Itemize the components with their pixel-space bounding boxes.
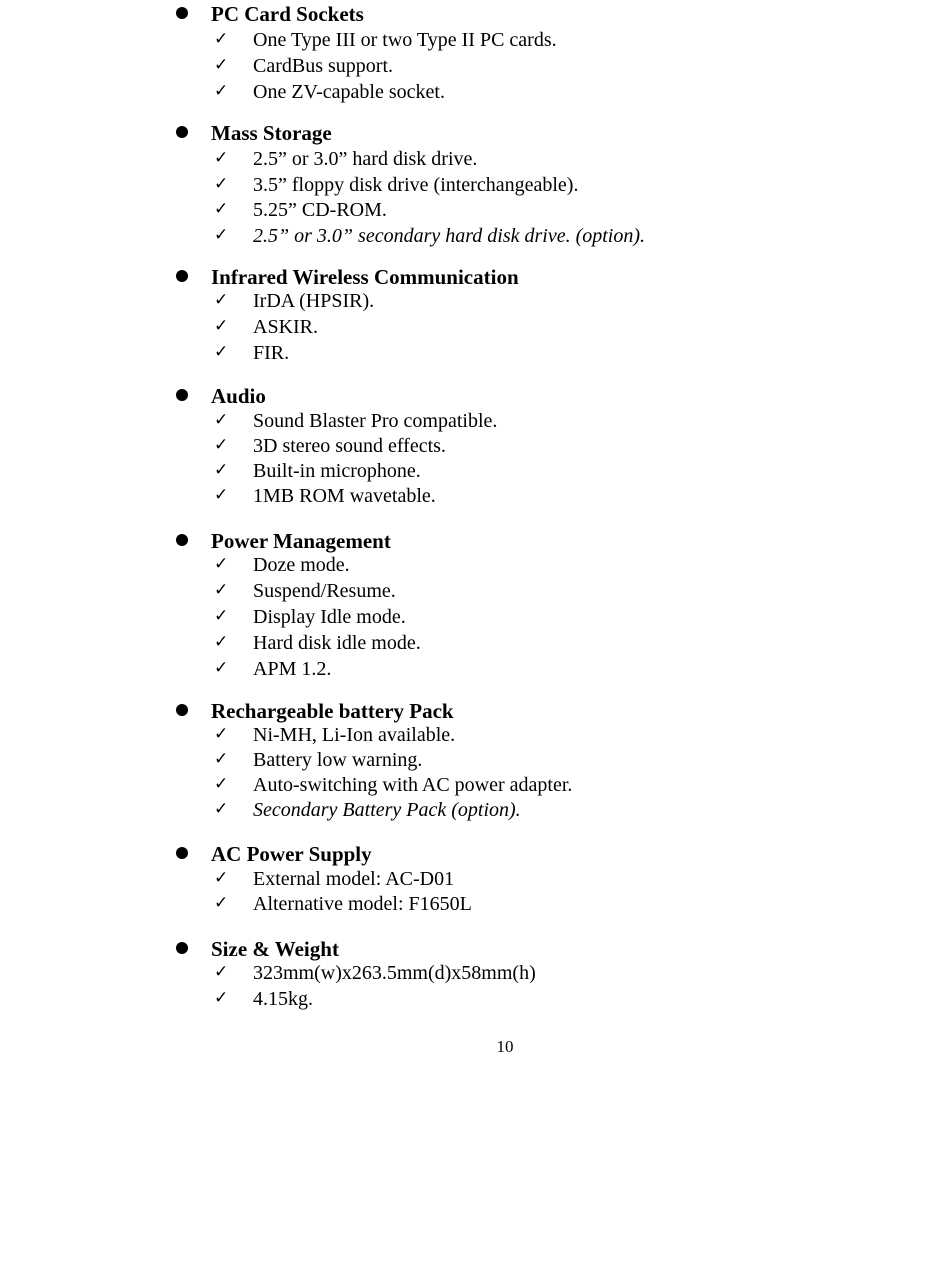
item-text: IrDA (HPSIR). — [253, 290, 375, 312]
item-text: 3.5” floppy disk drive (interchangeable). — [253, 173, 579, 196]
item-text: Ni-MH, Li-Ion available. — [253, 724, 456, 746]
checkmark-icon: ✓ — [214, 868, 229, 888]
bullet-icon — [176, 534, 188, 546]
list-item — [0, 409, 950, 435]
checkmark-icon: ✓ — [214, 81, 229, 101]
item-text: 2.5” or 3.0” secondary hard disk drive. (option). — [253, 224, 646, 247]
item-text: FIR. — [253, 342, 290, 364]
list-item — [0, 631, 950, 657]
list-item — [0, 773, 950, 799]
checkmark-icon: ✓ — [214, 580, 229, 600]
checkmark-icon: ✓ — [214, 632, 229, 652]
list-item — [0, 147, 950, 173]
bullet-icon — [176, 270, 188, 282]
section-heading: Audio — [211, 384, 266, 408]
bullet-icon — [176, 704, 188, 716]
checkmark-icon: ✓ — [214, 554, 229, 574]
list-item — [0, 748, 950, 774]
checkmark-icon: ✓ — [214, 724, 229, 744]
section-heading: Power Management — [211, 529, 391, 553]
list-item — [0, 867, 950, 893]
list-item — [0, 798, 950, 824]
checkmark-icon: ✓ — [214, 290, 229, 310]
item-text: Secondary Battery Pack (option). — [253, 799, 521, 821]
section-heading: Mass Storage — [211, 121, 332, 145]
checkmark-icon: ✓ — [214, 435, 229, 455]
item-text: ASKIR. — [253, 316, 319, 338]
checkmark-icon: ✓ — [214, 199, 229, 219]
checkmark-icon: ✓ — [214, 148, 229, 168]
list-item — [0, 723, 950, 749]
item-text: CardBus support. — [253, 55, 393, 77]
list-item — [0, 657, 950, 683]
section-heading: PC Card Sockets — [211, 2, 364, 26]
checkmark-icon: ✓ — [214, 55, 229, 75]
checkmark-icon: ✓ — [214, 988, 229, 1008]
checkmark-icon: ✓ — [214, 29, 229, 49]
item-text: Auto-switching with AC power adapter. — [253, 774, 573, 796]
checkmark-icon: ✓ — [214, 799, 229, 819]
checkmark-icon: ✓ — [214, 342, 229, 362]
list-item — [0, 579, 950, 605]
list-item — [0, 173, 950, 199]
checkmark-icon: ✓ — [214, 606, 229, 626]
item-text: Display Idle mode. — [253, 606, 406, 628]
list-item — [0, 434, 950, 460]
item-text: Battery low warning. — [253, 749, 423, 771]
item-text: 4.15kg. — [253, 988, 313, 1010]
checkmark-icon: ✓ — [214, 749, 229, 769]
item-text: One Type III or two Type II PC cards. — [253, 29, 557, 51]
item-text: External model: AC-D01 — [253, 868, 455, 890]
item-text: 5.25” CD-ROM. — [253, 199, 387, 221]
section-heading: Size & Weight — [211, 937, 339, 961]
item-text: Suspend/Resume. — [253, 580, 396, 602]
item-text: Hard disk idle mode. — [253, 632, 421, 654]
checkmark-icon: ✓ — [214, 658, 229, 678]
item-text: Sound Blaster Pro compatible. — [253, 410, 498, 432]
list-item — [0, 80, 950, 106]
bullet-icon — [176, 942, 188, 954]
item-text: 323mm(w)x263.5mm(d)x58mm(h) — [253, 962, 536, 984]
bullet-icon — [176, 847, 188, 859]
item-text: APM 1.2. — [253, 658, 332, 680]
item-text: 3D stereo sound effects. — [253, 435, 446, 457]
list-item — [0, 605, 950, 631]
bullet-icon — [176, 126, 188, 138]
bullet-icon — [176, 389, 188, 401]
bullet-icon — [176, 7, 188, 19]
checkmark-icon: ✓ — [214, 316, 229, 336]
list-item — [0, 553, 950, 579]
section-heading: Rechargeable battery Pack — [211, 699, 454, 723]
item-text: One ZV-capable socket. — [253, 81, 445, 103]
item-text: 2.5” or 3.0” hard disk drive. — [253, 148, 478, 170]
checkmark-icon: ✓ — [214, 410, 229, 430]
list-item — [0, 961, 950, 987]
item-text: Alternative model: F1650L — [253, 893, 472, 915]
page-number: 10 — [496, 1037, 514, 1056]
list-item — [0, 987, 950, 1013]
list-item — [0, 198, 950, 224]
checkmark-icon: ✓ — [214, 460, 229, 480]
checkmark-icon: ✓ — [214, 224, 229, 245]
list-item — [0, 289, 950, 315]
checkmark-icon: ✓ — [214, 774, 229, 794]
list-item — [0, 28, 950, 54]
list-item — [0, 484, 950, 510]
list-item — [0, 459, 950, 485]
section-heading: AC Power Supply — [211, 842, 372, 866]
list-item — [0, 341, 950, 367]
section-heading: Infrared Wireless Communication — [211, 265, 519, 289]
list-item — [0, 315, 950, 341]
item-text: 1MB ROM wavetable. — [253, 485, 436, 507]
checkmark-icon: ✓ — [214, 485, 229, 505]
list-item — [0, 54, 950, 80]
item-text: Doze mode. — [253, 554, 350, 576]
list-item — [0, 224, 950, 250]
checkmark-icon: ✓ — [214, 893, 229, 913]
checkmark-icon: ✓ — [214, 173, 229, 194]
item-text: Built-in microphone. — [253, 460, 421, 482]
list-item — [0, 892, 950, 918]
checkmark-icon: ✓ — [214, 962, 229, 982]
